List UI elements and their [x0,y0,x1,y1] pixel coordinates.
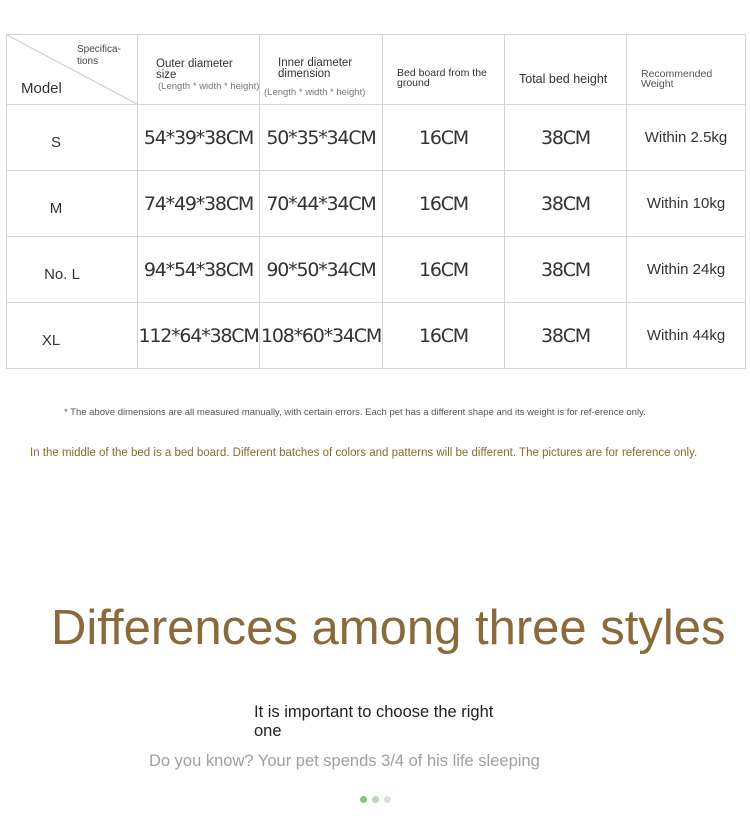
board-cell: 16CM [383,105,505,171]
section-title: Differences among three styles [51,601,726,655]
table-row [7,171,746,237]
model-cell: S [7,105,138,171]
header-outer-sub: (Length * width * height) [158,81,260,92]
outer-cell: 112*64*38CM [138,303,260,369]
header-board-label: Bed board from the ground [397,67,487,89]
header-inner-sub: (Length * width * height) [264,87,366,98]
table-row [7,237,746,303]
outer-cell: 74*49*38CM [138,171,260,237]
inner-cell: 90*50*34CM [260,237,383,303]
model-cell: M [7,171,138,237]
table-row [7,303,746,369]
total-cell: 38CM [505,303,627,369]
measurement-note: * The above dimensions are all measured manually, with certain errors. Each pet has a different shape and its weight is for ref-erence only. [64,407,646,418]
header-board [383,35,505,105]
header-outer-label: Outer diameter size [156,58,233,81]
board-cell: 16CM [383,237,505,303]
section-tagline: Do you know? Your pet spends 3/4 of his life sleeping [149,752,540,770]
header-total-label: Total bed height [519,72,608,86]
dot-indicator [372,796,379,803]
header-inner-label: Inner diameter dimension [278,57,353,80]
dot-indicator [360,796,367,803]
header-recommended [627,35,746,105]
carousel-dots [360,796,391,803]
corner-spec-label: Specifica- tions [77,44,121,67]
weight-cell: Within 24kg [627,237,746,303]
total-cell: 38CM [505,237,627,303]
table-row [7,105,746,171]
bed-board-note: In the middle of the bed is a bed board. Different batches of colors and patterns will be different. The pictures are for reference only. [30,447,698,459]
board-cell: 16CM [383,171,505,237]
dot-indicator [384,796,391,803]
table-header-row [7,35,746,105]
outer-cell: 94*54*38CM [138,237,260,303]
model-cell: XL [7,303,138,369]
header-recommended-label: Recommended Weight [641,68,713,90]
weight-cell: Within 2.5kg [627,105,746,171]
spec-table [6,34,746,369]
corner-model-label: Model [21,80,62,97]
corner-cell [7,35,138,105]
inner-cell: 70*44*34CM [260,171,383,237]
outer-cell: 54*39*38CM [138,105,260,171]
header-outer [138,35,260,105]
section-subtitle: It is important to choose the right one [254,703,494,740]
inner-cell: 50*35*34CM [260,105,383,171]
header-total [505,35,627,105]
total-cell: 38CM [505,105,627,171]
total-cell: 38CM [505,171,627,237]
model-cell: No. L [7,237,138,303]
inner-cell: 108*60*34CM [260,303,383,369]
board-cell: 16CM [383,303,505,369]
weight-cell: Within 44kg [627,303,746,369]
weight-cell: Within 10kg [627,171,746,237]
header-inner [260,35,383,105]
